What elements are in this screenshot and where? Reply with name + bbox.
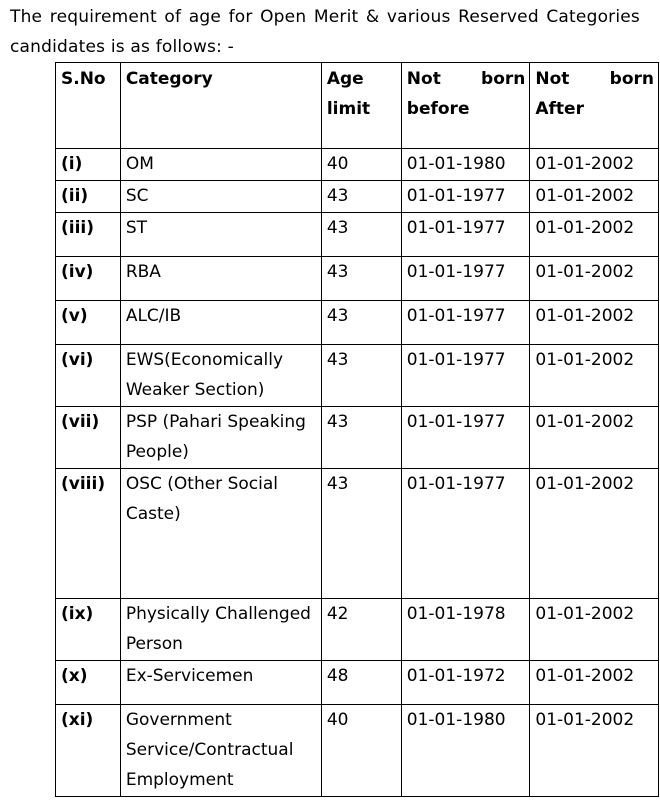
category-line: OM: [125, 154, 154, 174]
category-line: ST: [125, 218, 148, 238]
cell-category: [120, 257, 321, 301]
cell-age-limit: 43: [321, 407, 401, 469]
intro-line-1: The requirement of age for Open Merit & various Reserved Categories: [10, 7, 640, 27]
cell-not-born-after: 01-01-2002: [530, 599, 659, 661]
cell-age-limit: 48: [321, 661, 401, 705]
cell-not-born-after: 01-01-2002: [530, 213, 659, 257]
cell-sno: (ix): [56, 599, 121, 661]
table-row: [56, 469, 659, 599]
category-line: Employment: [125, 770, 234, 790]
cell-category: [120, 149, 321, 181]
header-not-born-after: Not born After: [530, 63, 659, 149]
cell-age-limit: 40: [321, 705, 401, 797]
category-line: SC: [125, 186, 149, 206]
cell-category: [120, 705, 321, 797]
cell-not-born-before: 01-01-1977: [401, 345, 530, 407]
cell-not-born-before: 01-01-1980: [401, 149, 530, 181]
cell-category: [120, 599, 321, 661]
cell-sno: (xi): [56, 705, 121, 797]
cell-sno: (i): [56, 149, 121, 181]
cell-category: [120, 213, 321, 257]
category-line: PSP (Pahari: [125, 412, 222, 432]
category-line: Challenged Person: [125, 604, 311, 654]
category-line: Government: [125, 710, 232, 730]
header-sno: S.No: [56, 63, 121, 149]
cell-not-born-after: 01-01-2002: [530, 149, 659, 181]
table-row: [56, 181, 659, 213]
cell-not-born-after: 01-01-2002: [530, 181, 659, 213]
cell-not-born-before: 01-01-1977: [401, 407, 530, 469]
table-row: [56, 149, 659, 181]
cell-sno: (vii): [56, 407, 121, 469]
table-row: [56, 257, 659, 301]
cell-age-limit: 40: [321, 149, 401, 181]
table-row: [56, 345, 659, 407]
cell-not-born-after: 01-01-2002: [530, 661, 659, 705]
cell-not-born-after: 01-01-2002: [530, 301, 659, 345]
cell-category: [120, 181, 321, 213]
header-category: Category: [120, 63, 321, 149]
intro-line-2: candidates is as follows: -: [10, 37, 234, 57]
cell-not-born-before: 01-01-1980: [401, 705, 530, 797]
cell-not-born-before: 01-01-1977: [401, 181, 530, 213]
cell-age-limit: 43: [321, 301, 401, 345]
cell-not-born-before: 01-01-1977: [401, 213, 530, 257]
cell-category: [120, 301, 321, 345]
category-line: Ex-Servicemen: [125, 666, 254, 686]
category-line: Service/Contractual: [125, 740, 294, 760]
cell-not-born-after: 01-01-2002: [530, 705, 659, 797]
cell-not-born-before: 01-01-1977: [401, 301, 530, 345]
cell-not-born-after: 01-01-2002: [530, 407, 659, 469]
cell-not-born-before: 01-01-1972: [401, 661, 530, 705]
table-row: [56, 301, 659, 345]
cell-category: [120, 661, 321, 705]
table-row: [56, 407, 659, 469]
header-not-born-before: Not born before: [401, 63, 530, 149]
cell-not-born-before: 01-01-1978: [401, 599, 530, 661]
category-line: Caste): [125, 504, 181, 524]
category-line: Weaker Section): [125, 380, 265, 400]
cell-age-limit: 43: [321, 213, 401, 257]
cell-age-limit: 43: [321, 181, 401, 213]
table-header-row: [56, 63, 659, 149]
cell-age-limit: 43: [321, 469, 401, 599]
intro-paragraph: [10, 2, 640, 62]
cell-not-born-after: 01-01-2002: [530, 257, 659, 301]
cell-not-born-after: 01-01-2002: [530, 345, 659, 407]
cell-not-born-after: 01-01-2002: [530, 469, 659, 599]
cell-age-limit: 43: [321, 345, 401, 407]
category-line: Physically: [125, 604, 210, 624]
category-line: EWS(Economically: [125, 350, 284, 370]
category-line: Speaking People): [125, 412, 306, 462]
cell-sno: (viii): [56, 469, 121, 599]
cell-age-limit: 43: [321, 257, 401, 301]
age-requirement-table: [55, 62, 659, 797]
category-line: OSC (Other Social: [125, 474, 278, 494]
cell-sno: (v): [56, 301, 121, 345]
cell-not-born-before: 01-01-1977: [401, 257, 530, 301]
cell-age-limit: 42: [321, 599, 401, 661]
table-row: [56, 705, 659, 797]
category-line: RBA: [125, 262, 161, 282]
header-age-limit: Age limit: [321, 63, 401, 149]
cell-category: [120, 469, 321, 599]
cell-sno: (x): [56, 661, 121, 705]
cell-category: [120, 407, 321, 469]
cell-category: [120, 345, 321, 407]
cell-sno: (iv): [56, 257, 121, 301]
cell-sno: (ii): [56, 181, 121, 213]
table-row: [56, 599, 659, 661]
table-row: [56, 661, 659, 705]
cell-sno: (vi): [56, 345, 121, 407]
category-line: ALC/IB: [125, 306, 182, 326]
cell-not-born-before: 01-01-1977: [401, 469, 530, 599]
cell-sno: (iii): [56, 213, 121, 257]
table-row: [56, 213, 659, 257]
